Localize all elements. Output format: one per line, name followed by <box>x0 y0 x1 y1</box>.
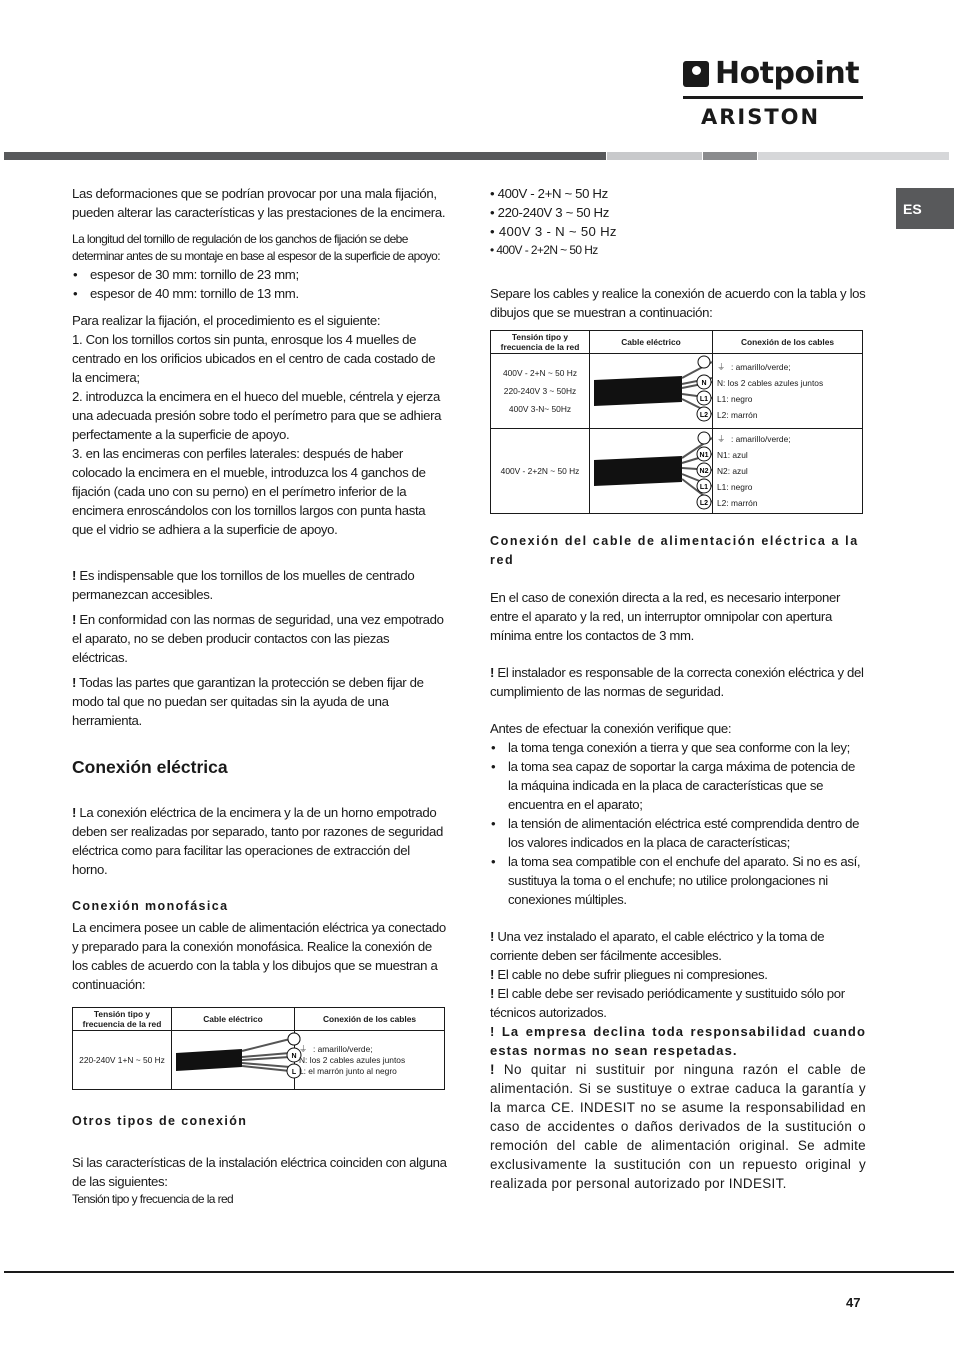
step-1: 1. Con los tornillos cortos sin punta, enrosque los 4 muelles de centrado en los orificios ubicados en el centro de cada costado de la encimera; <box>72 332 436 385</box>
table-cell-voltage: 220-240V 1+N ~ 50 Hz <box>73 1031 172 1090</box>
voltage-label: 400V - 2+N ~ 50 Hz <box>502 368 578 378</box>
table-header: Conexión de los cables <box>295 1008 445 1031</box>
warning-icon: ! <box>72 805 77 820</box>
warning-icon: ! <box>490 967 495 982</box>
terminal-label: L1 <box>699 484 709 491</box>
desc-line: ⏚ : amarillo/verde; <box>299 1043 373 1054</box>
cable-diagram <box>590 354 713 429</box>
desc-line: N2: azul <box>717 466 748 476</box>
table-header: Tensión tipo y frecuencia de la red <box>73 1008 172 1031</box>
warning-muelles <box>72 566 447 604</box>
list-item: • la toma sea capaz de soportar la carga máxima de potencia de la máquina indicada en la placa de características que se encuentra en el aparato; <box>490 757 866 814</box>
header-bar-light <box>607 152 702 160</box>
list-item: • espesor de 40 mm: tornillo de 13 mm. <box>72 284 447 303</box>
warning-text: Una vez instalado el aparato, el cable eléctrico y la toma de corriente deben ser fácilmente accesibles. <box>490 929 825 963</box>
desc-line: ⏚ : amarillo/verde; <box>717 359 858 375</box>
warning-contactos <box>72 610 447 667</box>
warning-icon: ! <box>490 1024 496 1039</box>
step-3: 3. en las encimeras con perfiles laterales: después de haber colocado la encimera en el mueble, introduzca los 4 ganchos de fijación (cada uno con su perno) en el perímetro inferior de la encimera enroscándolos con los tornillos largos con punta hasta que el vidrio se adhiera a la superficie de apoyo. <box>72 446 426 537</box>
list-item: • espesor de 30 mm: tornillo de 23 mm; <box>72 265 447 284</box>
screw-list <box>72 265 447 303</box>
warning-text: La empresa declina toda responsabilidad cuando estas normas no sean respetadas. <box>490 1024 866 1058</box>
desc-line: N1: azul <box>717 450 748 460</box>
terminal-label: N1 <box>699 452 709 459</box>
paragraph-procedimiento: Para realizar la fijación, el procedimiento es el siguiente: <box>72 313 381 328</box>
table-header: Cable eléctrico <box>590 331 713 354</box>
connection-table-trifasica <box>490 330 863 514</box>
step-2: 2. introduzca la encimera en el hueco del mueble, céntrela y ejerza una adecuada presión sobre todo el perímetro para que se adhiera perfectamente a la superficie de apoyo. <box>72 389 442 442</box>
hotpoint-ariston-logo <box>683 56 865 131</box>
brand-sub: ARISTON <box>701 105 821 129</box>
ground-icon: ⏚ <box>299 1043 308 1054</box>
list-item: • la tensión de alimentación eléctrica esté comprendida dentro de los valores indicados en la placa de características; <box>490 814 866 852</box>
terminal-label: L <box>291 1069 297 1076</box>
list-item: • 400V 3 - N ~ 50 Hz <box>490 224 617 239</box>
warning-icon: ! <box>490 986 495 1001</box>
hotpoint-logo-icon <box>683 61 709 87</box>
heading-otros: Otros tipos de conexión <box>72 1114 248 1128</box>
list-item: • la toma sea compatible con el enchufe del aparato. Si no es así, sustituya la toma o el enchufe; no utilice prolongaciones ni conexiones múltiples. <box>490 852 866 909</box>
header-bar-light-end <box>758 152 949 160</box>
brand-name: Hotpoint <box>715 56 860 91</box>
right-column <box>490 184 866 1193</box>
desc-line: N: los 2 cables azules juntos <box>299 1054 406 1065</box>
warning-revisado <box>490 984 866 1022</box>
ground-icon: ⏚ <box>717 434 726 444</box>
connection-table-monofasica <box>72 1007 445 1090</box>
language-tab: ES <box>896 188 954 229</box>
table-cell-description <box>713 429 863 514</box>
table-cell-voltage: 400V - 2+2N ~ 50 Hz <box>491 429 590 514</box>
warning-instalador <box>490 663 866 701</box>
warning-icon: ! <box>490 1062 495 1077</box>
heading-monofasica: Conexión monofásica <box>72 899 229 913</box>
warning-icon: ! <box>72 612 77 627</box>
warning-text: La conexión eléctrica de la encimera y la de un horno empotrado deben ser realizadas por separado, tanto por razones de seguridad eléctrica como para facilitar las operaciones de extracción del horno. <box>72 805 443 877</box>
warning-text: El cable no debe sufrir pliegues ni compresiones. <box>497 967 768 982</box>
page-number: 47 <box>846 1295 861 1310</box>
header-bar-mid <box>703 152 757 160</box>
desc-line: L1: negro <box>717 394 753 404</box>
terminal-label: L1 <box>699 396 709 403</box>
check-list <box>490 738 866 909</box>
desc-line: ⏚ : amarillo/verde; <box>717 431 858 447</box>
warning-horno <box>72 803 447 879</box>
desc-line: L1: negro <box>717 482 753 492</box>
list-item: • la toma tenga conexión a tierra y que sea conforme con la ley; <box>490 738 866 757</box>
warning-text: No quitar ni sustituir por ninguna razón el cable de alimentación. Si se sustituye o extrae caduca la garantía y la marca CE. INDESIT no se asume la responsabilidad en caso de accidentes o daños derivados de la sustitución o remoción del cable de alimentación original. Se admite exclusivamente la sustitución con un repuesto original y realizada por personal autorizado por INDESIT. <box>490 1062 866 1191</box>
list-item: • 400V - 2+N ~ 50 Hz <box>490 186 608 201</box>
terminal-label: L2 <box>699 500 709 507</box>
paragraph-tension-red: Tensión tipo y frecuencia de la red <box>72 1192 234 1206</box>
warning-herramienta <box>72 673 447 730</box>
paragraph-tornillo: La longitud del tornillo de regulación de los ganchos de fijación se debe determinar antes de su montaje en base al espesor de la superficie de apoyo: <box>72 232 440 263</box>
warning-text: Es indispensable que los tornillos de los muelles de centrado permanezcan accesibles. <box>72 568 415 602</box>
section-title-conexion: Conexión eléctrica <box>72 757 228 777</box>
paragraph-monofasica: La encimera posee un cable de alimentación eléctrica ya conectado y preparado para la conexión monofásica. Realice la conexión de los cables de acuerdo con la tabla y los dibujos que se muestran a continuación: <box>72 920 446 992</box>
desc-line: L2: marrón <box>717 498 758 508</box>
table-cell-voltage <box>491 354 590 429</box>
warning-text: El instalador es responsable de la correcta conexión eléctrica y del cumplimiento de las normas de seguridad. <box>490 665 864 699</box>
table-cell-description <box>295 1031 445 1090</box>
ground-terminal-icon <box>698 432 710 444</box>
terminal-label: N <box>291 1053 297 1060</box>
heading-cable-red: Conexión del cable de alimentación eléctrica a la red <box>490 534 859 567</box>
voltage-list <box>490 184 866 260</box>
cable-drawing <box>590 354 712 426</box>
warning-cable-original <box>490 1060 866 1193</box>
list-item: • 400V - 2+2N ~ 50 Hz <box>490 243 598 257</box>
terminal-label: L2 <box>699 412 709 419</box>
ground-icon: ⏚ <box>717 362 726 372</box>
list-item: • 220-240V 3 ~ 50 Hz <box>490 205 609 220</box>
paragraph-otros: Si las características de la instalación eléctrica coinciden con alguna de las siguientes: <box>72 1155 447 1189</box>
paragraph-red: En el caso de conexión directa a la red, es necesario interponer entre el aparato y la red, un interruptor omnipolar con apertura mínima entre los contactos de 3 mm. <box>490 590 841 643</box>
table-header: Conexión de los cables <box>713 331 863 354</box>
paragraph-separe: Separe los cables y realice la conexión de acuerdo con la tabla y los dibujos que se muestran a continuación: <box>490 286 866 320</box>
left-column <box>72 184 447 1208</box>
warning-icon: ! <box>490 665 495 680</box>
desc-line: N: los 2 cables azules juntos <box>717 378 824 388</box>
table-cell-description <box>713 354 863 429</box>
paragraph-antes: Antes de efectuar la conexión verifique que: <box>490 721 732 736</box>
cable-diagram <box>590 429 713 514</box>
ground-terminal-icon <box>698 356 710 368</box>
warning-accesibles <box>490 927 866 965</box>
footer-rule <box>4 1271 954 1273</box>
header-bar-dark <box>4 152 606 160</box>
warning-pliegues <box>490 965 866 984</box>
warning-text: Todas las partes que garantizan la protección se deben fijar de modo tal que no puedan ser quitadas sin la ayuda de una herramienta. <box>72 675 424 728</box>
voltage-label: 220-240V 3 ~ 50Hz <box>503 386 577 396</box>
desc-line: L: el marrón junto al negro <box>299 1065 397 1076</box>
cable-drawing <box>590 430 712 510</box>
warning-text: El cable debe ser revisado periódicamente y sustituido sólo por técnicos autorizados. <box>490 986 845 1020</box>
warning-icon: ! <box>490 929 495 944</box>
desc-line: L2: marrón <box>717 410 758 420</box>
warning-icon: ! <box>72 675 77 690</box>
cable-drawing <box>172 1031 297 1087</box>
warning-text: En conformidad con las normas de seguridad, una vez empotrado el aparato, no se deben producir contactos con las piezas eléctricas. <box>72 612 444 665</box>
table-header: Tensión tipo y frecuencia de la red <box>491 331 590 354</box>
terminal-label: N <box>701 380 707 387</box>
terminal-label: N2 <box>699 468 709 475</box>
table-header: Cable eléctrico <box>172 1008 295 1031</box>
logo-divider <box>683 96 863 99</box>
voltage-label: 400V 3-N~ 50Hz <box>508 404 572 414</box>
warning-icon: ! <box>72 568 77 583</box>
warning-responsabilidad <box>490 1022 866 1060</box>
paragraph-deformaciones: Las deformaciones que se podrían provocar por una mala fijación, pueden alterar las características y las prestaciones de la encimera. <box>72 186 446 220</box>
cable-diagram <box>172 1031 295 1090</box>
